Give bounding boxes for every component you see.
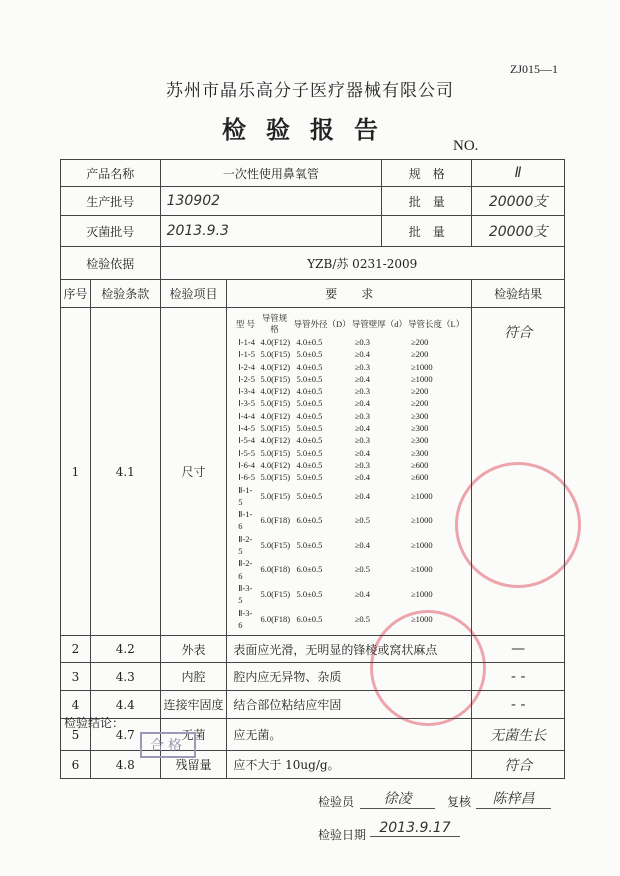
size-cell: ≥0.5	[354, 613, 371, 624]
size-cell: Ⅰ-6-4	[238, 459, 255, 470]
size-cell: ≥0.4	[354, 423, 371, 434]
batch-label: 生产批号	[61, 187, 161, 216]
size-header: 导管长度（L）	[408, 318, 465, 329]
size-cell: ≥1000	[411, 589, 433, 600]
size-cell: Ⅱ-2-5	[238, 533, 253, 557]
size-cell: ≥0.4	[354, 539, 371, 550]
size-row	[234, 422, 464, 434]
size-cell: ≥300	[411, 410, 429, 421]
size-header: 型 号	[235, 318, 255, 329]
size-cell: ≥0.3	[354, 386, 371, 397]
header-requirement: 要 求	[227, 280, 472, 308]
size-cell: Ⅰ-3-4	[238, 386, 255, 397]
size-cell: ≥0.3	[354, 410, 371, 421]
qty-label: 批 量	[382, 187, 472, 216]
size-cell: ≥200	[411, 398, 429, 409]
inspector-signature: 徐凌	[360, 788, 435, 809]
inspector-label: 检验员	[318, 795, 355, 809]
size-cell: ≥0.4	[354, 490, 371, 501]
size-row	[234, 336, 464, 348]
doc-code: ZJ015—1	[510, 62, 558, 76]
item-item: 内腔	[160, 663, 227, 691]
size-cell: Ⅱ-1-5	[238, 484, 253, 507]
size-cell: Ⅰ-5-4	[238, 435, 255, 446]
item-clause: 4.3	[90, 663, 160, 691]
item-result: 符合	[472, 751, 565, 779]
size-cell: 4.0(F12)	[260, 435, 291, 446]
size-cell: Ⅱ-1-6	[238, 509, 253, 532]
size-cell: ≥200	[411, 386, 429, 397]
product-name: 一次性使用鼻氧管	[160, 160, 382, 187]
item-clause: 4.8	[90, 751, 160, 779]
size-table	[234, 312, 464, 631]
item-item: 连接牢固度	[160, 691, 227, 719]
size-cell: 5.0±0.5	[296, 539, 323, 550]
batch-value: 130902	[160, 187, 382, 216]
item-no: 4	[61, 691, 91, 719]
size-cell: 4.0±0.5	[296, 410, 323, 421]
size-cell: 4.0(F12)	[260, 361, 291, 372]
item-result: 无菌生长	[472, 719, 565, 751]
header-no: 序号	[61, 280, 91, 308]
basis-label: 检验依据	[61, 247, 161, 280]
item-result: - -	[472, 663, 565, 691]
report-table	[60, 159, 565, 779]
size-cell: 5.0±0.5	[296, 447, 323, 458]
size-cell: ≥0.4	[354, 398, 371, 409]
item-no: 1	[61, 308, 91, 636]
size-row	[234, 361, 464, 373]
size-header: 导管壁厚（d）	[351, 318, 407, 329]
size-cell: ≥300	[411, 423, 429, 434]
size-row	[234, 410, 464, 422]
size-cell: ≥0.4	[354, 589, 371, 600]
size-cell: Ⅰ-4-5	[238, 423, 255, 434]
steril-value: 2013.9.3	[160, 216, 382, 247]
header-clause: 检验条款	[90, 280, 160, 308]
size-cell: Ⅰ-1-4	[238, 337, 255, 347]
size-cell: 5.0(F15)	[260, 349, 291, 360]
conclusion-label: 检验结论：	[64, 716, 125, 730]
item-no: 3	[61, 663, 91, 691]
size-requirements	[227, 308, 472, 636]
size-cell: 5.0±0.5	[296, 398, 323, 409]
basis-value: YZB/苏 0231-2009	[160, 247, 564, 280]
size-cell: 5.0(F15)	[260, 490, 291, 501]
item-item: 外表	[160, 636, 227, 663]
size-cell: ≥0.3	[354, 361, 371, 372]
size-cell: Ⅰ-3-5	[238, 398, 255, 409]
size-cell: ≥1000	[411, 564, 433, 575]
inspection-date: 2013.9.17	[370, 820, 460, 837]
size-cell: 4.0±0.5	[296, 459, 323, 470]
table-row	[61, 691, 565, 719]
size-cell: Ⅰ-1-5	[238, 349, 255, 360]
size-row	[234, 373, 464, 385]
size-cell: Ⅱ-3-6	[238, 607, 253, 630]
size-cell: 4.0(F12)	[260, 410, 291, 421]
item-name: 尺寸	[160, 308, 227, 636]
size-cell: 6.0±0.5	[296, 564, 323, 575]
size-cell: ≥200	[411, 349, 429, 360]
size-cell: 5.0±0.5	[296, 472, 323, 483]
size-cell: ≥1000	[411, 613, 433, 624]
item-req: 结合部位粘结应牢固	[227, 691, 472, 719]
qty2-value: 20000支	[472, 216, 565, 247]
item-result: 符合	[472, 308, 565, 636]
size-cell: 5.0±0.5	[296, 589, 323, 600]
size-cell: ≥0.3	[354, 459, 371, 470]
header-item: 检验项目	[160, 280, 227, 308]
size-cell: 6.0(F18)	[260, 613, 291, 624]
size-row	[234, 397, 464, 409]
size-cell: 6.0(F18)	[260, 515, 291, 526]
size-cell: ≥600	[411, 472, 429, 483]
item-no: 5	[61, 719, 91, 751]
item-req: 表面应光滑，无明显的锋棱或窝状麻点	[227, 636, 472, 663]
size-row	[234, 508, 464, 533]
item-req: 应无菌。	[227, 719, 472, 751]
table-row	[61, 751, 565, 779]
size-header: 导管外径（D）	[293, 318, 351, 329]
size-cell: 5.0(F15)	[260, 447, 291, 458]
size-cell: 4.0(F12)	[260, 459, 291, 470]
size-cell: ≥300	[411, 447, 429, 458]
size-cell: ≥200	[411, 337, 429, 347]
item-clause: 4.7	[90, 719, 160, 751]
size-cell: 4.0±0.5	[296, 386, 323, 397]
size-cell: ≥1000	[411, 490, 433, 501]
size-cell: ≥0.4	[354, 373, 371, 384]
size-cell: 5.0(F15)	[260, 589, 291, 600]
report-number-label: NO.	[453, 138, 479, 154]
size-row	[234, 385, 464, 397]
size-cell: 5.0±0.5	[296, 423, 323, 434]
size-cell: ≥0.5	[354, 515, 371, 526]
size-cell: 4.0±0.5	[296, 361, 323, 372]
size-cell: ≥0.5	[354, 564, 371, 575]
reviewer-label: 复核	[447, 795, 472, 809]
size-cell: ≥600	[411, 459, 429, 470]
size-cell: ≥0.4	[354, 472, 371, 483]
size-cell: ≥1000	[411, 515, 433, 526]
item-req: 腔内应无异物、杂质	[227, 663, 472, 691]
size-cell: 5.0±0.5	[296, 373, 323, 384]
size-cell: 5.0(F15)	[260, 539, 291, 550]
size-row	[234, 557, 464, 582]
date-label: 检验日期	[318, 828, 367, 842]
product-name-label: 产品名称	[61, 160, 161, 187]
size-cell: Ⅰ-5-5	[238, 447, 255, 458]
table-row	[61, 636, 565, 663]
size-cell: Ⅰ-4-4	[238, 410, 255, 421]
item-item: 残留量	[160, 751, 227, 779]
size-cell: Ⅰ-2-5	[238, 373, 255, 384]
size-row	[234, 447, 464, 459]
size-cell: ≥0.3	[354, 337, 371, 347]
size-row	[234, 348, 464, 360]
size-cell: Ⅱ-2-6	[238, 558, 253, 581]
item-req: 应不大于 10ug/g。	[227, 751, 472, 779]
item-clause: 4.4	[90, 691, 160, 719]
table-row	[61, 663, 565, 691]
spec-value: Ⅱ	[472, 160, 565, 187]
size-cell: Ⅰ-6-5	[238, 472, 255, 483]
steril-label: 灭菌批号	[61, 216, 161, 247]
header-result: 检验结果	[472, 280, 565, 308]
item-no: 6	[61, 751, 91, 779]
size-row	[234, 607, 464, 632]
size-row	[234, 484, 464, 509]
size-cell: 4.0(F12)	[260, 386, 291, 397]
size-cell: 5.0(F15)	[260, 472, 291, 483]
size-cell: 4.0±0.5	[296, 435, 323, 446]
size-cell: ≥1000	[411, 373, 433, 384]
size-cell: ≥0.4	[354, 447, 371, 458]
reviewer-signature: 陈梓昌	[476, 788, 551, 809]
size-cell: ≥1000	[411, 539, 433, 550]
item-no: 2	[61, 636, 91, 663]
size-cell: 5.0±0.5	[296, 349, 323, 360]
size-cell: ≥0.4	[354, 349, 371, 360]
size-row	[234, 533, 464, 558]
size-cell: 5.0(F15)	[260, 423, 291, 434]
size-cell: ≥0.3	[354, 435, 371, 446]
table-row	[61, 719, 565, 751]
size-cell: ≥300	[411, 435, 429, 446]
item-item: 无菌	[160, 719, 227, 751]
size-cell: 6.0(F18)	[260, 564, 291, 575]
conclusion-stamp: 合格	[140, 732, 196, 758]
company-name: 苏州市晶乐高分子医疗器械有限公司	[166, 81, 454, 101]
size-cell: Ⅰ-2-4	[238, 361, 255, 372]
item-clause: 4.2	[90, 636, 160, 663]
size-cell: 5.0(F15)	[260, 373, 291, 384]
size-cell: 5.0(F15)	[260, 398, 291, 409]
size-row	[234, 459, 464, 471]
size-row	[234, 582, 464, 607]
item-result: —	[472, 636, 565, 663]
size-cell: 6.0±0.5	[296, 515, 323, 526]
qty2-label: 批 量	[382, 216, 472, 247]
size-cell: ≥1000	[411, 361, 433, 372]
size-row	[234, 471, 464, 483]
item-result: - -	[472, 691, 565, 719]
size-cell: 4.0(F12)	[260, 337, 291, 347]
spec-label: 规 格	[382, 160, 472, 187]
report-title: 检验报告	[222, 115, 398, 144]
size-cell: Ⅱ-3-5	[238, 582, 253, 606]
size-header: 导管规格	[261, 313, 288, 334]
size-cell: 4.0±0.5	[296, 337, 323, 347]
size-cell: 5.0±0.5	[296, 490, 323, 501]
size-row	[234, 434, 464, 446]
qty-value: 20000支	[472, 187, 565, 216]
size-cell: 6.0±0.5	[296, 613, 323, 624]
item-clause: 4.1	[90, 308, 160, 636]
